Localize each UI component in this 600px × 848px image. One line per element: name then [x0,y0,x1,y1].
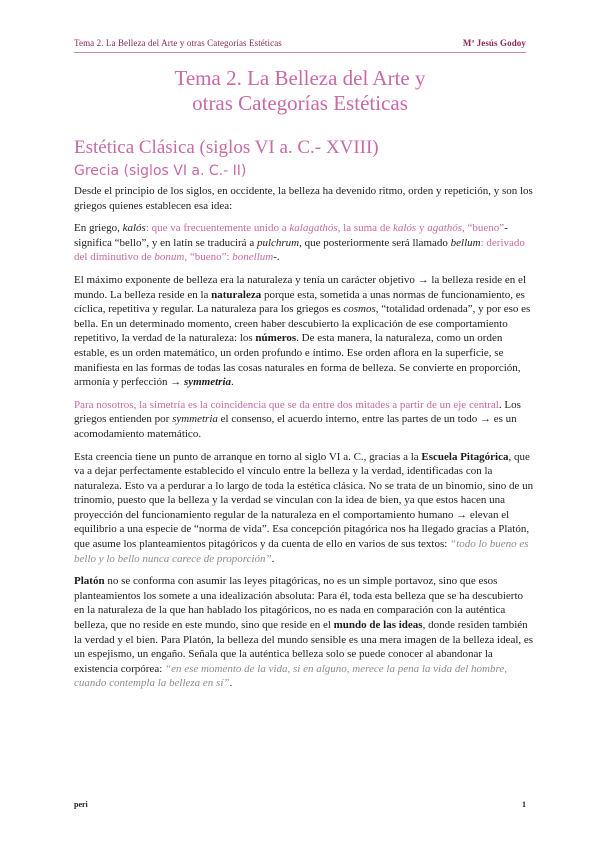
paragraph-intro: Desde el principio de los siglos, en occidente, la belleza ha devenido ritmo, orden y repetición, y son los griegos quienes establecen esa idea: [74,185,533,212]
page-header [74,37,526,53]
body-text [74,184,536,699]
paragraph-plato: Platón no se conforma con asumir las leyes pitagóricas, no es un simple portavoz, sino que esos planteamientos los somete a una idealización absoluta: Para él, toda esta belleza que se ha descubierto en la naturaleza de la que han hablado los pitagóricos, no es nada en comparación con la auténtica belleza, que no reside en este mundo, sino que reside en el mundo de las ideas, donde residen también la verdad y el bien. Para Platón, la belleza del mundo sensible es una mera imagen de la belleza ideal, es un espejismo, un engaño. Señala que la auténtica belleza solo se puede conocer al abandonar la existencia corpórea: “en ese momento de la vida, si en alguno, merece la pena la vida del hombre, cuando contempla la belleza en sí”. [74,575,534,690]
paragraph-nature: El máximo exponente de belleza era la naturaleza y tenía un carácter objetivo → la belleza reside en el mundo. La belleza reside en la naturaleza porque esta, sometida a unas normas de funcionamiento, es cíclica, repetitiva y regular. La naturaleza para los griegos es cosmos, “totalidad ordenada”, y por eso es bella. En un determinado momento, creen haber descubierto la explicación de ese comportamiento repetitivo, la verdad de la naturaleza: los números. De esta manera, la naturaleza, como un orden estable, es un orden matemático, un orden profundo e íntimo. Ese orden aflora en la superficie, se manifiesta en las formas de todas las cosas naturales en forma de belleza. Se convierte en proporción, armonía y perfección → symmetria. [74,273,531,389]
title-line-1: Tema 2. La Belleza del Arte y [174,66,426,90]
page-number: 1 [522,800,526,809]
title-line-2: otras Categorías Estéticas [192,91,408,115]
section-heading: Estética Clásica (siglos VI a. C.- XVIII) [74,137,379,158]
paragraph-etymology: En griego, kalós: que va frecuentemente unido a kalagathós, la suma de kalós y agathós, “bueno”- significa “bello”, y en latín se traducirá a pulchrum, que posteriormente será llamado bellum: derivado del diminutivo de bonum, “bueno”: bonellum-. [74,222,525,264]
header-course-title: Tema 2. La Belleza del Arte y otras Categorías Estéticas [74,38,282,48]
footer-label: peri [74,800,88,809]
header-author: Mª Jesús Godoy [462,38,526,48]
subsection-heading: Grecia (siglos VI a. C.- II) [74,163,247,179]
page-footer [74,800,526,809]
paragraph-symmetry: Para nosotros, la simetría es la coincidencia que se da entre dos mitades a partir de un eje central. Los griegos entienden por symmetria el consenso, el acuerdo interno, entre las partes de un todo → es un acomodamiento matemático. [74,398,521,440]
paragraph-pythagoreans: Esta creencia tiene un punto de arranque en torno al siglo VI a. C., gracias a la Escuela Pitagórica, que va a dejar perfectamente establecido el vínculo entre la belleza y la verdad, identificadas con la naturaleza. Esto va a perdurar a lo largo de toda la estética clásica. No se trata de un binomio, sino de un trinomio, puesto que la belleza y la verdad se vinculan con la idea de bien, ya que estos hacen una proyección del funcionamiento regular de la naturaleza en el comportamiento humano → elevan el equilibrio a una especie de “norma de vida”. Esa concepción pitagórica nos ha llegado gracias a Platón, que asume los planteamientos pitagóricos y da cuenta de ello en varios de sus textos: “todo lo bueno es bello y lo bello nunca carece de proporción”. [74,450,534,565]
document-title [74,66,526,116]
